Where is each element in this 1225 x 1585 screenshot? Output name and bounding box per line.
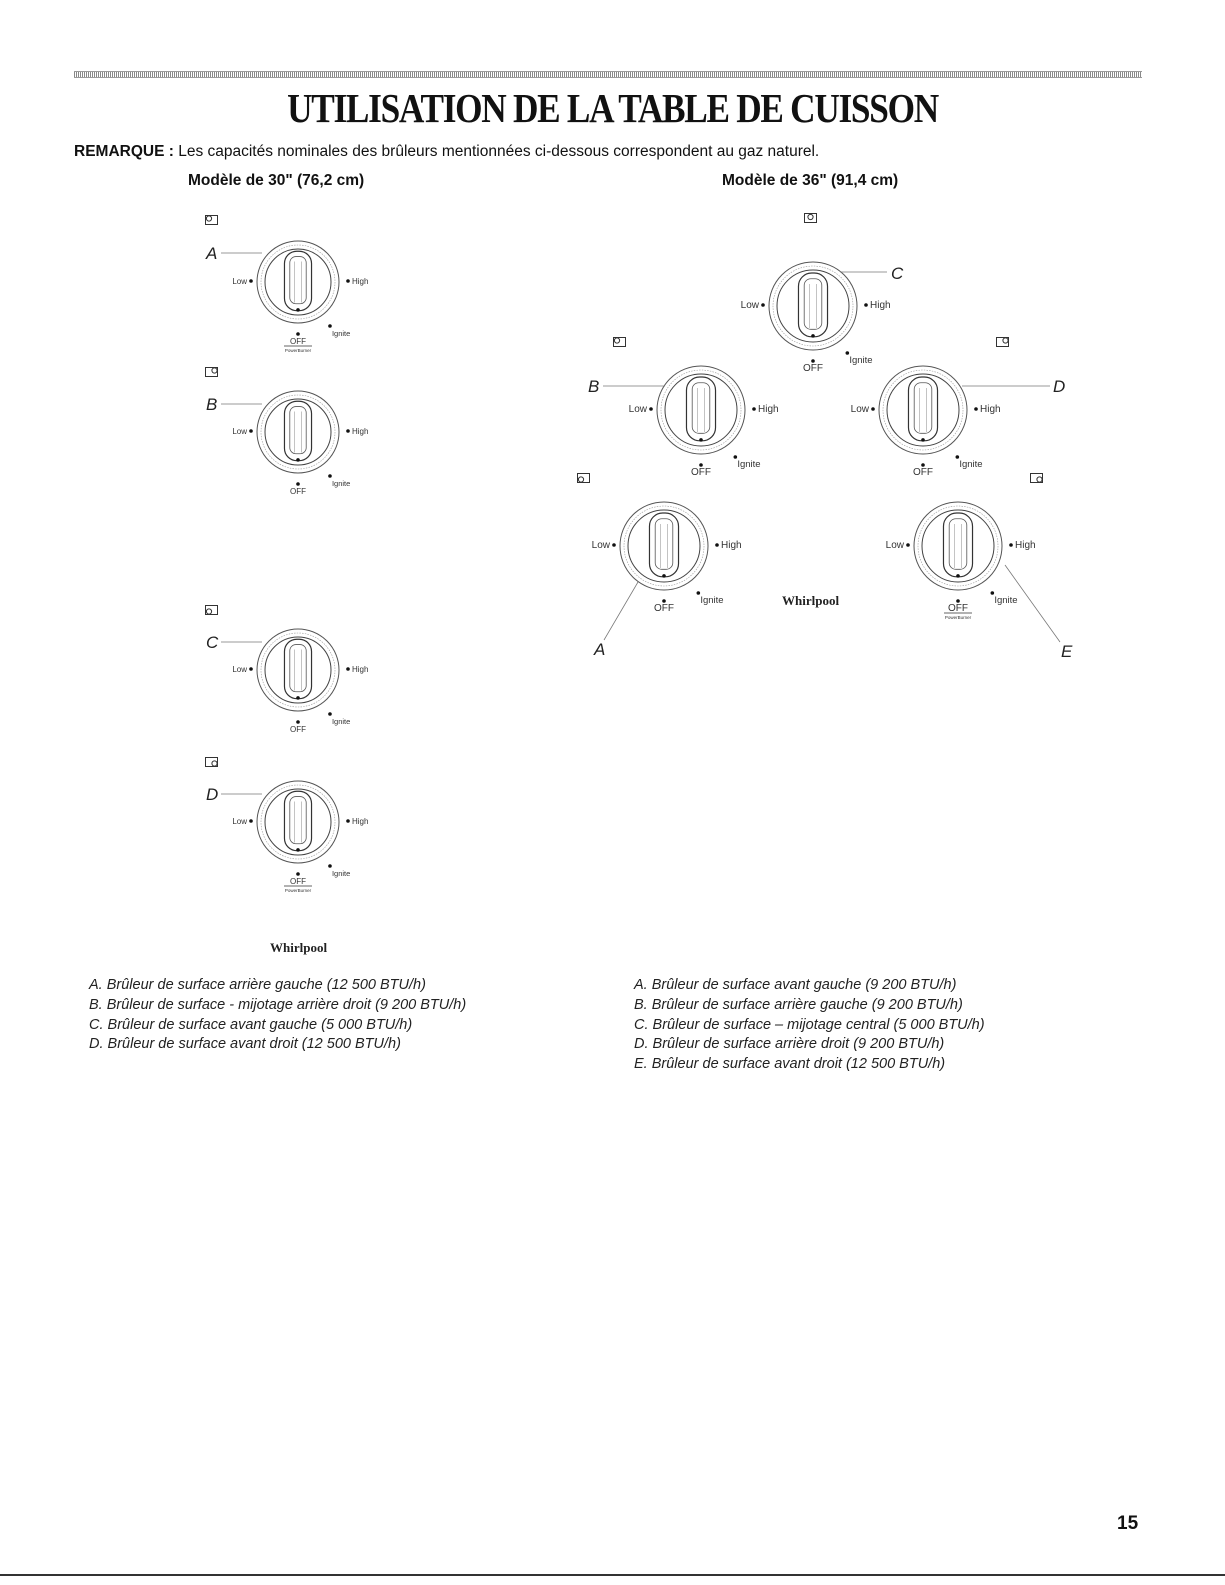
knob-low-label: Low bbox=[232, 665, 247, 674]
captions-30 bbox=[89, 976, 466, 1055]
callout-36-e: E bbox=[1061, 642, 1073, 661]
knob-off-label: OFF bbox=[948, 603, 968, 614]
knob-ignite-label: Ignite bbox=[737, 459, 761, 470]
knob-ignite-label: Ignite bbox=[700, 595, 724, 606]
knob-high-label: High bbox=[352, 665, 369, 674]
caption-36-e: E. Brûleur de surface avant droit (12 500 BTU/h) bbox=[634, 1056, 946, 1073]
caption-30-d: D. Brûleur de surface avant droit (12 500 BTU/h) bbox=[89, 1036, 401, 1053]
knob-high-label: High bbox=[980, 404, 1001, 415]
knob-ignite-label: Ignite bbox=[331, 479, 351, 488]
page-number: 15 bbox=[1117, 1513, 1139, 1534]
knob-low-label: Low bbox=[885, 540, 904, 551]
callout-36-b: B bbox=[588, 377, 600, 396]
knob-ignite-label: Ignite bbox=[331, 869, 351, 878]
knob-high-label: High bbox=[870, 300, 891, 311]
knob-ignite-label: Ignite bbox=[331, 717, 351, 726]
knob-low-label: Low bbox=[850, 404, 869, 415]
captions-36 bbox=[634, 976, 985, 1075]
knob-high-label: High bbox=[721, 540, 742, 551]
knob-high-label: High bbox=[758, 404, 779, 415]
whirlpool-logo-30: Whirlpool bbox=[270, 940, 328, 955]
caption-36-c: C. Brûleur de surface – mijotage central (5 000 BTU/h) bbox=[634, 1016, 985, 1033]
knob-off-label: OFF bbox=[290, 487, 306, 496]
caption-36-a: A. Brûleur de surface avant gauche (9 200 BTU/h) bbox=[634, 977, 957, 993]
knob-powerburner-label: PowerBurner bbox=[944, 615, 972, 620]
knob-high-label: High bbox=[352, 427, 369, 436]
burner-position-icon bbox=[204, 754, 220, 770]
burner-position-icon bbox=[204, 212, 220, 228]
caption-30-b: B. Brûleur de surface - mijotage arrière droit (9 200 BTU/h) bbox=[89, 996, 467, 1013]
burner-position-icon bbox=[1029, 470, 1045, 486]
knob-off-label: OFF bbox=[290, 337, 306, 346]
knob-off-label: OFF bbox=[290, 877, 306, 886]
knob-ignite-label: Ignite bbox=[994, 595, 1018, 606]
callout-36-a: A bbox=[594, 640, 606, 659]
page-title: UTILISATION DE LA TABLE DE CUISSON bbox=[287, 85, 938, 131]
burner-position-icon bbox=[995, 334, 1011, 350]
caption-30-c: C. Brûleur de surface avant gauche (5 000 BTU/h) bbox=[89, 1016, 413, 1033]
knob-ignite-label: Ignite bbox=[849, 355, 873, 366]
knob-low-label: Low bbox=[628, 404, 647, 415]
model-36-heading: Modèle de 36" (91,4 cm) bbox=[722, 172, 899, 189]
knob-low-label: Low bbox=[232, 277, 247, 286]
callout-30-b: B bbox=[206, 395, 218, 414]
knob-low-label: Low bbox=[740, 300, 759, 311]
burner-position-icon bbox=[204, 364, 220, 380]
burner-position-icon bbox=[612, 334, 628, 350]
knob-off-label: OFF bbox=[290, 725, 306, 734]
caption-30-a: A. Brûleur de surface arrière gauche (12 500 BTU/h) bbox=[89, 977, 426, 993]
knob-ignite-label: Ignite bbox=[959, 459, 983, 470]
burner-position-icon bbox=[576, 470, 592, 486]
knob-high-label: High bbox=[352, 817, 369, 826]
knob-off-label: OFF bbox=[803, 363, 823, 374]
callout-36-d: D bbox=[1053, 377, 1066, 396]
callout-30-c: C bbox=[206, 633, 219, 652]
callout-30-d: D bbox=[206, 785, 219, 804]
burner-position-icon bbox=[803, 210, 819, 226]
knob-ignite-label: Ignite bbox=[331, 329, 351, 338]
caption-36-b: B. Brûleur de surface arrière gauche (9 200 BTU/h) bbox=[634, 996, 963, 1013]
model-30-heading: Modèle de 30" (76,2 cm) bbox=[188, 172, 365, 189]
burner-position-icon bbox=[204, 602, 220, 618]
bottom-rule bbox=[0, 1574, 1225, 1576]
knob-low-label: Low bbox=[591, 540, 610, 551]
remark-text: Les capacités nominales des brûleurs mentionnées ci-dessous correspondent au gaz naturel. bbox=[173, 143, 820, 160]
callout-30-a: A bbox=[206, 244, 218, 263]
knob-low-label: Low bbox=[232, 817, 247, 826]
knob-low-label: Low bbox=[232, 427, 247, 436]
knob-high-label: High bbox=[1015, 540, 1036, 551]
knob-off-label: OFF bbox=[654, 603, 674, 614]
knob-off-label: OFF bbox=[913, 467, 933, 478]
knob-high-label: High bbox=[352, 277, 369, 286]
knob-powerburner-label: PowerBurner bbox=[284, 888, 312, 893]
knob-off-label: OFF bbox=[691, 467, 711, 478]
knob-powerburner-label: PowerBurner bbox=[284, 348, 312, 353]
remark-label: REMARQUE : bbox=[74, 143, 174, 160]
callout-36-c: C bbox=[891, 264, 904, 283]
whirlpool-logo-36: Whirlpool bbox=[782, 593, 840, 608]
caption-36-d: D. Brûleur de surface arrière droit (9 200 BTU/h) bbox=[634, 1036, 945, 1053]
